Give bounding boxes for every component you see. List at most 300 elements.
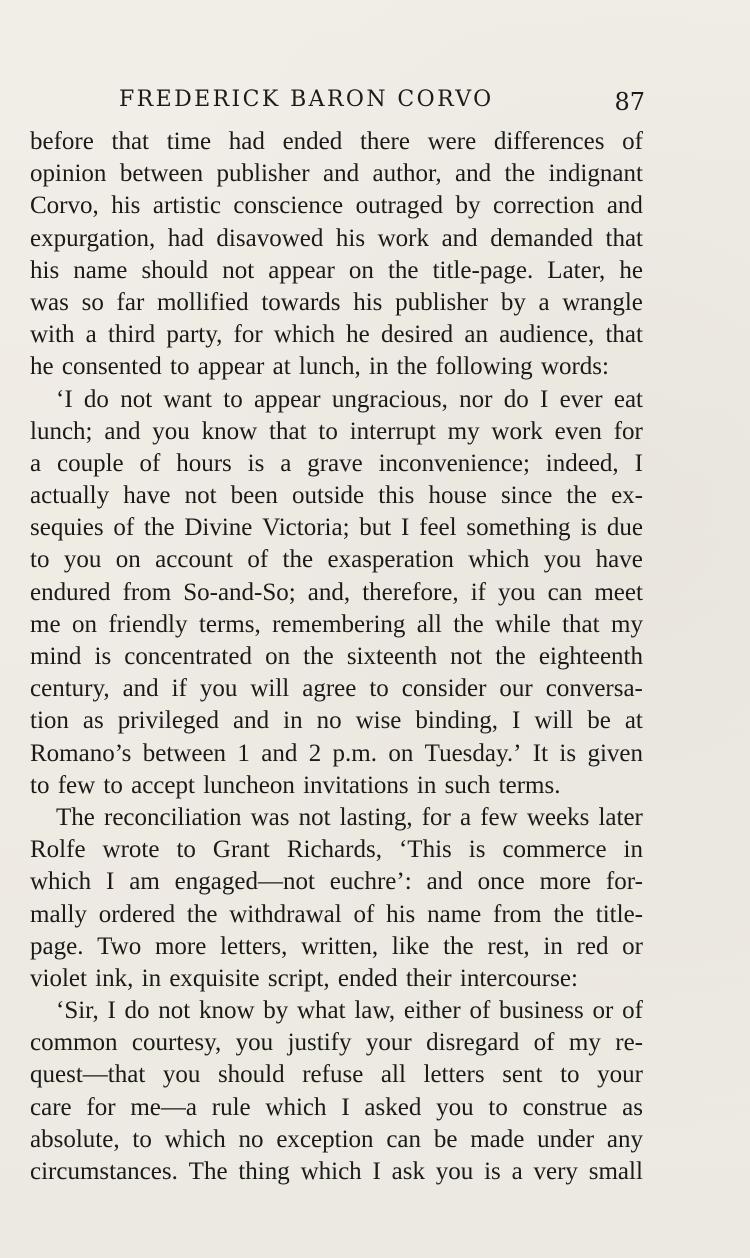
word: therefore, [362, 578, 459, 606]
word: our [499, 675, 533, 703]
word: absolute, [30, 1125, 120, 1153]
word: his [335, 224, 366, 252]
word: couple [56, 449, 124, 477]
word: can [547, 578, 583, 606]
word: publisher [395, 288, 489, 316]
word: any [606, 1125, 643, 1153]
word: in [623, 836, 643, 864]
word: The [188, 1158, 228, 1185]
word: name [73, 256, 128, 284]
text-line [30, 448, 643, 480]
word: is [94, 643, 112, 670]
word: towards [261, 288, 341, 316]
word: I [512, 707, 521, 735]
word: outraged [355, 192, 444, 220]
body-text [30, 126, 643, 1188]
word: the [443, 932, 474, 960]
word: for [233, 321, 263, 349]
word: once [477, 868, 525, 896]
word: inconvenience; [378, 449, 530, 477]
text-line [30, 158, 643, 190]
word: rest, [487, 932, 530, 960]
word: should [217, 1061, 285, 1089]
word: there [359, 128, 410, 155]
word: asked [364, 1093, 422, 1121]
word: is [580, 514, 598, 542]
word: my [568, 1029, 601, 1057]
word: you [543, 546, 582, 574]
word: but [359, 514, 392, 542]
word: appear [254, 385, 321, 413]
word: if [470, 578, 486, 606]
word: ‘This [398, 836, 452, 864]
word: care [30, 1093, 72, 1121]
word: me—a [130, 1093, 197, 1121]
text-line [30, 287, 643, 319]
word: justify [287, 1029, 352, 1057]
word: that [562, 610, 600, 638]
word: to [132, 1125, 152, 1153]
word: and [426, 868, 463, 896]
word: Rolfe [30, 836, 86, 864]
text-line [30, 416, 643, 448]
word: can [386, 1125, 422, 1153]
word: lasting, [339, 803, 413, 831]
word: will [534, 707, 574, 735]
word: to [369, 675, 389, 703]
text-line [30, 705, 643, 737]
word: on [71, 610, 97, 638]
text-line [30, 577, 643, 609]
word: all [380, 1061, 406, 1089]
word: under [537, 1125, 595, 1153]
word: construe [522, 1093, 608, 1121]
word: to [560, 1061, 580, 1089]
word: before [30, 128, 94, 155]
word: 1 [237, 739, 250, 767]
word: conscience [233, 192, 344, 220]
word: he [619, 256, 643, 284]
text-line: violet ink, in exquisite script, ended their intercourse: [30, 964, 578, 992]
word: in [283, 707, 303, 735]
word: page. [30, 932, 84, 960]
page-number: 87 [614, 88, 645, 116]
word: consider [401, 675, 487, 703]
word: and [104, 417, 141, 445]
word: eat [613, 385, 643, 413]
word: euchre’: [329, 868, 412, 896]
word: sequies [30, 514, 104, 542]
text-line: he consented to appear at lunch, in the following words: [30, 353, 609, 381]
word: in [543, 932, 563, 960]
word: do [124, 997, 150, 1025]
word: from [122, 578, 172, 606]
word: hours [176, 449, 232, 477]
word: name [427, 900, 482, 928]
text-line [30, 673, 643, 705]
word: opinion [30, 160, 107, 188]
word: indignant [548, 160, 643, 188]
word: I [106, 868, 115, 896]
word: have [123, 482, 171, 510]
word: and [455, 160, 492, 188]
word: title- [595, 900, 643, 928]
word: and, [307, 578, 351, 606]
word: the [553, 900, 584, 928]
word: your [365, 1029, 412, 1057]
word: differences [493, 128, 605, 155]
word: that [269, 417, 307, 445]
word: be [587, 707, 611, 735]
word: p.m. [332, 739, 377, 767]
word: a [30, 449, 42, 477]
word: more [154, 932, 207, 960]
text-line [30, 931, 643, 963]
word: and [441, 224, 478, 252]
word: refuse [302, 1061, 364, 1089]
word: agree [302, 675, 357, 703]
word: tion [30, 707, 69, 735]
word: letters [423, 1061, 485, 1089]
word: feel [419, 514, 457, 542]
word: my [447, 417, 480, 445]
word: far [116, 288, 145, 316]
word: by [263, 997, 289, 1025]
word: on [265, 643, 291, 670]
word: to [318, 417, 338, 445]
word: a [85, 321, 97, 349]
word: audience, [499, 321, 595, 349]
word: outside [291, 482, 365, 510]
word: interrupt [349, 417, 436, 445]
word: endured [30, 578, 111, 606]
word: author, [372, 160, 442, 188]
word: by [455, 192, 481, 220]
word: you [498, 578, 536, 606]
word: by [500, 288, 526, 316]
word: since [500, 482, 553, 510]
word: expurgation, [30, 224, 156, 252]
word: ‘I [56, 385, 73, 413]
word: friendly [108, 610, 188, 638]
text-line [30, 641, 643, 673]
word: like [391, 932, 430, 960]
word: courtesy, [131, 1029, 222, 1057]
word: even [554, 417, 602, 445]
word: publisher [216, 160, 310, 188]
word: do [503, 385, 529, 413]
word: and [122, 675, 159, 703]
word: later [598, 803, 643, 831]
text-line [30, 384, 643, 416]
word: exasperation [327, 546, 454, 574]
word: made [470, 1125, 525, 1153]
word: something [466, 514, 571, 542]
word: It [532, 739, 549, 767]
word: be [433, 1125, 458, 1153]
word: business [499, 997, 584, 1025]
word: actually [30, 482, 110, 510]
word: his [386, 900, 416, 928]
text-line [30, 1059, 643, 1091]
word: my [611, 610, 643, 638]
word: with [30, 321, 75, 349]
word: of [533, 1029, 555, 1057]
word: of [247, 546, 269, 574]
word: to [223, 385, 243, 413]
word: want [163, 385, 213, 413]
text-line [30, 609, 643, 641]
word: an [464, 321, 488, 349]
word: Tuesday.’ [424, 739, 522, 767]
word: few [480, 803, 518, 831]
word: indeed, [545, 449, 619, 477]
word: given [587, 739, 643, 767]
text-line [30, 1156, 643, 1188]
word: he [346, 321, 370, 349]
word: desired [380, 321, 454, 349]
word: of [622, 997, 643, 1025]
word: mind [30, 643, 82, 670]
word: that [111, 128, 150, 155]
word: and [233, 707, 270, 735]
text-line [30, 512, 643, 544]
text-line [30, 802, 643, 834]
word: correction [493, 192, 595, 220]
word: a [538, 288, 550, 316]
word: artistic [152, 192, 221, 220]
word: a [460, 803, 472, 831]
word: the [453, 610, 484, 638]
word: am [129, 868, 160, 896]
word: his [111, 192, 141, 220]
word: ungracious, [331, 385, 448, 413]
word: will [250, 675, 290, 703]
word: privileged [117, 707, 220, 735]
word: ask [391, 1158, 425, 1185]
word: which [265, 1093, 327, 1121]
word: a [280, 449, 292, 477]
word: which [273, 321, 335, 349]
word: have [595, 546, 643, 574]
word: wise [355, 707, 402, 735]
running-head [119, 82, 645, 122]
word: quest—that [30, 1061, 146, 1089]
word: not [120, 385, 153, 413]
running-title: FREDERICK BARON CORVO [119, 87, 494, 112]
word: on [388, 739, 414, 767]
word: I [372, 1158, 381, 1185]
word: his [30, 256, 60, 284]
word: sixteenth [346, 643, 438, 670]
word: you [63, 546, 102, 574]
word: know [201, 417, 258, 445]
word: from [493, 900, 542, 928]
word: grave [307, 449, 363, 477]
word: small [588, 1158, 643, 1185]
word: no [238, 1125, 264, 1153]
text-line [30, 223, 643, 255]
word: mally [30, 900, 87, 928]
word: conversa- [545, 675, 643, 703]
word: what [297, 997, 346, 1025]
word: as [82, 707, 104, 735]
text-line [30, 738, 643, 770]
word: for [421, 803, 451, 831]
word: been [230, 482, 278, 510]
word: which [468, 546, 530, 574]
word: you [436, 1093, 474, 1121]
word: the [303, 643, 334, 670]
word: ordered [98, 900, 176, 928]
word: do [83, 385, 109, 413]
word: not [298, 803, 331, 831]
word: wrote [102, 836, 160, 864]
word: that [605, 321, 643, 349]
word: the [186, 900, 218, 928]
word: very [533, 1158, 578, 1185]
word: the [282, 546, 314, 574]
word: to [488, 1093, 508, 1121]
word: between [142, 739, 227, 767]
text-line [30, 834, 643, 866]
word: letters, [220, 932, 288, 960]
word: concentrated [124, 643, 252, 670]
text-line [30, 126, 643, 158]
word: rule [211, 1093, 251, 1121]
word: or [592, 997, 614, 1025]
word: was [250, 803, 290, 831]
word: account [155, 546, 233, 574]
word: Later, [547, 256, 606, 284]
word: Victoria; [262, 514, 350, 542]
word: if [171, 675, 187, 703]
text-line [30, 190, 643, 222]
text-line [30, 319, 643, 351]
word: the [387, 256, 419, 284]
word: mollified [156, 288, 249, 316]
word: demanded [490, 224, 593, 252]
word: common [30, 1029, 118, 1057]
word: the [144, 514, 175, 542]
word: you [162, 1061, 201, 1089]
word: ended [282, 128, 343, 155]
word: as [622, 1093, 643, 1121]
word: wrangle [562, 288, 643, 316]
word: for [613, 417, 643, 445]
text-line [30, 1092, 643, 1124]
text-line [30, 1027, 643, 1059]
word: his [353, 288, 383, 316]
word: between [119, 160, 204, 188]
word: So-and-So; [183, 578, 296, 606]
word: disavowed [216, 224, 324, 252]
word: nor [459, 385, 493, 413]
word: which [300, 1158, 362, 1185]
word: ever [559, 385, 603, 413]
word: Two [97, 932, 142, 960]
word: on [348, 256, 374, 284]
word: had [167, 224, 204, 252]
word: of [353, 900, 375, 928]
word: is [468, 836, 486, 864]
word: binding, [415, 707, 499, 735]
word: all [416, 610, 442, 638]
word: I [401, 514, 410, 542]
word: should [141, 256, 209, 284]
text-line [30, 1124, 643, 1156]
word: The [56, 803, 95, 831]
word: written, [301, 932, 379, 960]
word: work [491, 417, 543, 445]
word: Romano’s [30, 739, 132, 767]
word: Richards, [286, 836, 382, 864]
word: party, [166, 321, 223, 349]
word: not [450, 643, 483, 670]
word: meet [594, 578, 643, 606]
text-line [30, 480, 643, 512]
word: know [198, 997, 255, 1025]
word: circumstances. [30, 1158, 178, 1185]
word: sent [502, 1061, 543, 1089]
word: for- [605, 868, 643, 896]
text-line [30, 899, 643, 931]
word: the [504, 160, 536, 188]
word: not [158, 997, 191, 1025]
word: that [605, 224, 643, 252]
word: lunch; [30, 417, 93, 445]
word: I [539, 385, 549, 413]
word: had [228, 128, 265, 155]
word: I [341, 1093, 350, 1121]
word: reconciliation [104, 803, 242, 831]
word: weeks [526, 803, 590, 831]
word: you [435, 1158, 474, 1185]
word: ‘Sir, [56, 997, 99, 1025]
word: thing [238, 1158, 290, 1185]
word: a [511, 1158, 523, 1185]
word: was [30, 288, 69, 316]
word: at [624, 707, 643, 735]
word: the [495, 643, 526, 670]
word: I [107, 997, 116, 1025]
word: and [322, 160, 360, 188]
word: Corvo, [30, 192, 99, 220]
word: of [622, 128, 643, 155]
word: 2 [308, 739, 322, 767]
word: not [184, 482, 217, 510]
word: due [606, 514, 643, 542]
word: ex- [611, 482, 643, 510]
word: of [139, 449, 161, 477]
word: re- [615, 1029, 643, 1057]
word: which [30, 868, 92, 896]
text-line [30, 866, 643, 898]
word: to [176, 836, 196, 864]
word: or [622, 932, 643, 960]
text-line [30, 255, 643, 287]
word: eighteenth [538, 643, 643, 670]
word: engaged—not [174, 868, 315, 896]
word: terms, [198, 610, 261, 638]
word: you [235, 1029, 274, 1057]
text-line [30, 995, 643, 1027]
word: title-page. [432, 256, 534, 284]
word: not [222, 256, 255, 284]
word: and [261, 739, 298, 767]
word: your [597, 1061, 643, 1089]
word: I [634, 449, 643, 477]
